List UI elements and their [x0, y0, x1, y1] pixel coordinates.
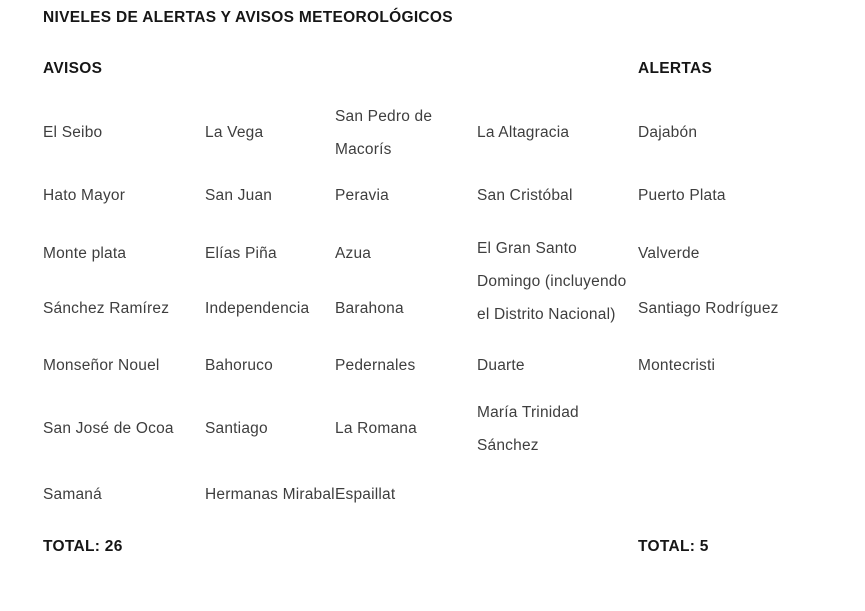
- province-cell: Independencia: [205, 299, 310, 317]
- province-cell: La Romana: [335, 420, 417, 437]
- province-cell: San Cristóbal: [477, 187, 573, 204]
- province-cell: Peravia: [335, 187, 389, 204]
- province-cell: Elías Piña: [205, 244, 277, 262]
- province-cell: María Trinidad Sánchez: [477, 404, 579, 454]
- province-cell: Barahona: [335, 299, 404, 317]
- province-cell: Valverde: [638, 244, 700, 262]
- province-cell: Bahoruco: [205, 357, 273, 374]
- province-cell: Monseñor Nouel: [43, 357, 160, 374]
- province-cell: Monte plata: [43, 244, 127, 262]
- avisos-total: TOTAL: 26: [43, 538, 123, 555]
- province-cell: Santiago Rodríguez: [638, 299, 779, 317]
- province-cell: Santiago: [205, 420, 268, 437]
- province-cell: San Juan: [205, 187, 273, 204]
- province-cell: El Seibo: [43, 124, 103, 141]
- province-cell: La Vega: [205, 124, 264, 141]
- province-cell: Espaillat: [335, 486, 396, 503]
- province-cell: Samaná: [43, 486, 102, 503]
- provinces-table: [43, 56, 865, 578]
- province-cell: San Pedro de Macorís: [335, 108, 433, 158]
- province-cell: San José de Ocoa: [43, 420, 174, 437]
- alertas-column-header: ALERTAS: [638, 60, 713, 77]
- province-cell: Azua: [335, 244, 372, 262]
- province-cell: Sánchez Ramírez: [43, 299, 170, 317]
- province-cell: Pedernales: [335, 357, 416, 374]
- province-cell: Hato Mayor: [43, 187, 126, 204]
- province-cell: Duarte: [477, 357, 525, 374]
- alertas-total: TOTAL: 5: [638, 538, 709, 555]
- province-cell: Puerto Plata: [638, 187, 726, 204]
- province-cell: Montecristi: [638, 357, 716, 374]
- province-cell: El Gran Santo Domingo (incluyendo el Distrito Nacional): [477, 239, 627, 323]
- province-cell: Dajabón: [638, 124, 698, 141]
- province-cell: La Altagracia: [477, 124, 570, 141]
- province-cell: Hermanas Mirabal: [205, 486, 335, 503]
- avisos-column-header: AVISOS: [43, 60, 103, 77]
- page-title: NIVELES DE ALERTAS Y AVISOS METEOROLÓGICOS: [43, 9, 453, 26]
